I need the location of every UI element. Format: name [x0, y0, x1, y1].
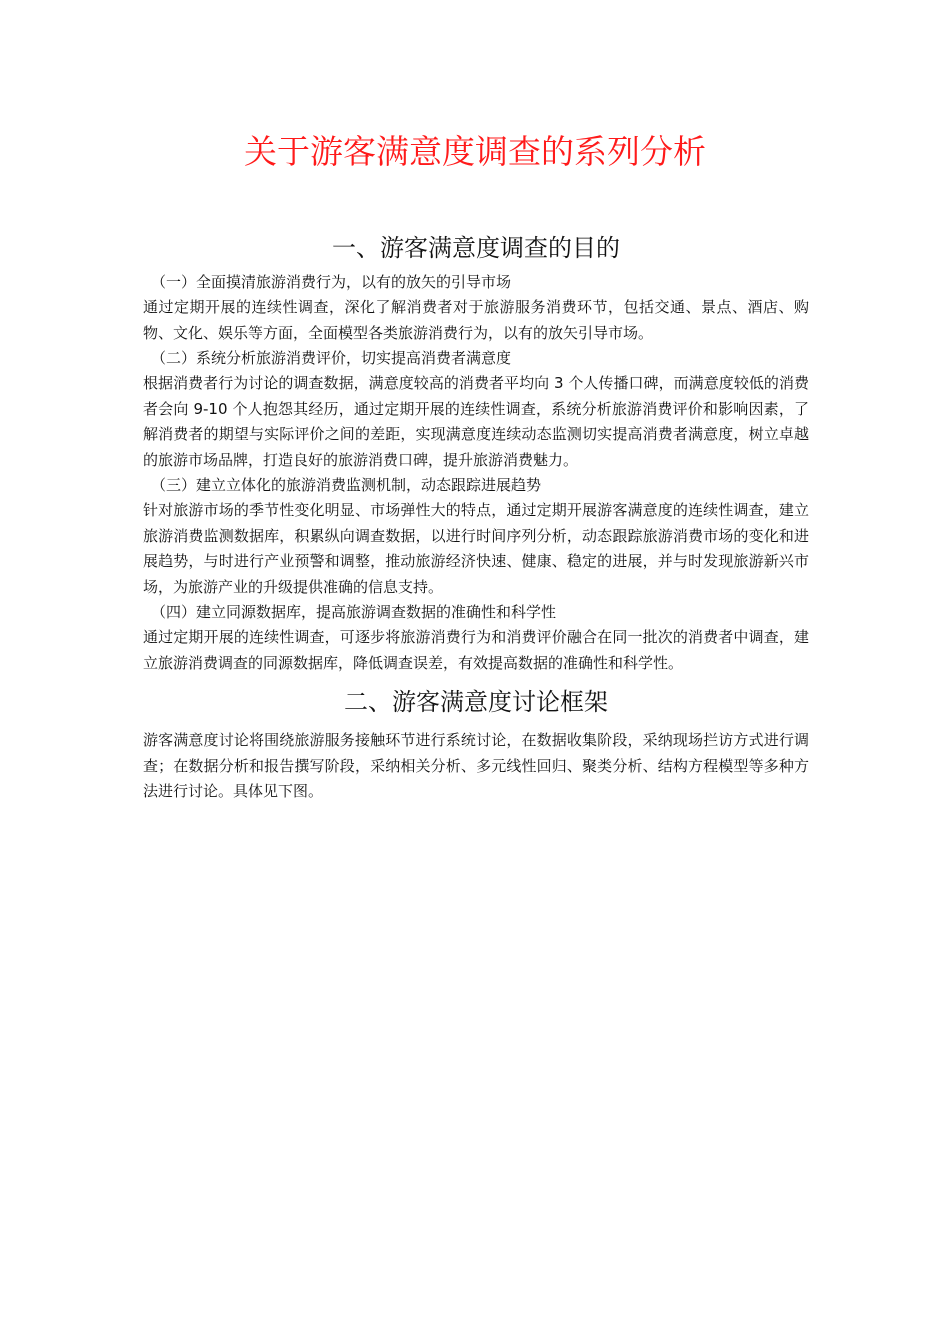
paragraph-1-2: 根据消费者行为讨论的调查数据，满意度较高的消费者平均向 3 个人传播口碑，而满意度较低的消费者会向 9-10 个人抱怨其经历，通过定期开展的连续性调查，系统分析旅游消费评价和影响因素，了解消费者的期望与实际评价之间的差距，实现满意度连续动态监测切实提高消费者满意度，树立卓越的旅游市场品牌，打造良好的旅游消费口碑，提升旅游消费魅力。 [143, 374, 809, 469]
subheading-1-4: （四）建立同源数据库，提高旅游调查数据的准确性和科学性 [151, 603, 557, 621]
section-heading-2: 二、游客满意度讨论框架 [344, 688, 608, 716]
document-body [143, 228, 809, 805]
subheading-1-3: （三）建立立体化的旅游消费监测机制，动态跟踪进展趋势 [151, 476, 542, 494]
subheading-1-2: （二）系统分析旅游消费评价，切实提高消费者满意度 [151, 349, 512, 367]
paragraph-1-3: 针对旅游市场的季节性变化明显、市场弹性大的特点，通过定期开展游客满意度的连续性调查，建立旅游消费监测数据库，积累纵向调查数据，以进行时间序列分析，动态跟踪旅游消费市场的变化和进展趋势，与时进行产业预警和调整，推动旅游经济快速、健康、稳定的进展，并与时发现旅游新兴市场，为旅游产业的升级提供准确的信息支持。 [143, 501, 809, 596]
paragraph-2: 游客满意度讨论将围绕旅游服务接触环节进行系统讨论，在数据收集阶段，采纳现场拦访方式进行调查；在数据分析和报告撰写阶段，采纳相关分析、多元线性回归、聚类分析、结构方程模型等多种方法进行讨论。具体见下图。 [143, 731, 809, 800]
paragraph-1-1: 通过定期开展的连续性调查，深化了解消费者对于旅游服务消费环节，包括交通、景点、酒店、购物、文化、娱乐等方面，全面模型各类旅游消费行为，以有的放矢引导市场。 [143, 298, 809, 342]
document-title: 关于游客满意度调查的系列分析 [244, 132, 706, 171]
subheading-1-1: （一）全面摸清旅游消费行为，以有的放矢的引导市场 [151, 273, 512, 291]
section-heading-1: 一、游客满意度调查的目的 [332, 234, 620, 262]
paragraph-1-4: 通过定期开展的连续性调查，可逐步将旅游消费行为和消费评价融合在同一批次的消费者中调查，建立旅游消费调查的同源数据库，降低调查误差，有效提高数据的准确性和科学性。 [143, 628, 809, 672]
